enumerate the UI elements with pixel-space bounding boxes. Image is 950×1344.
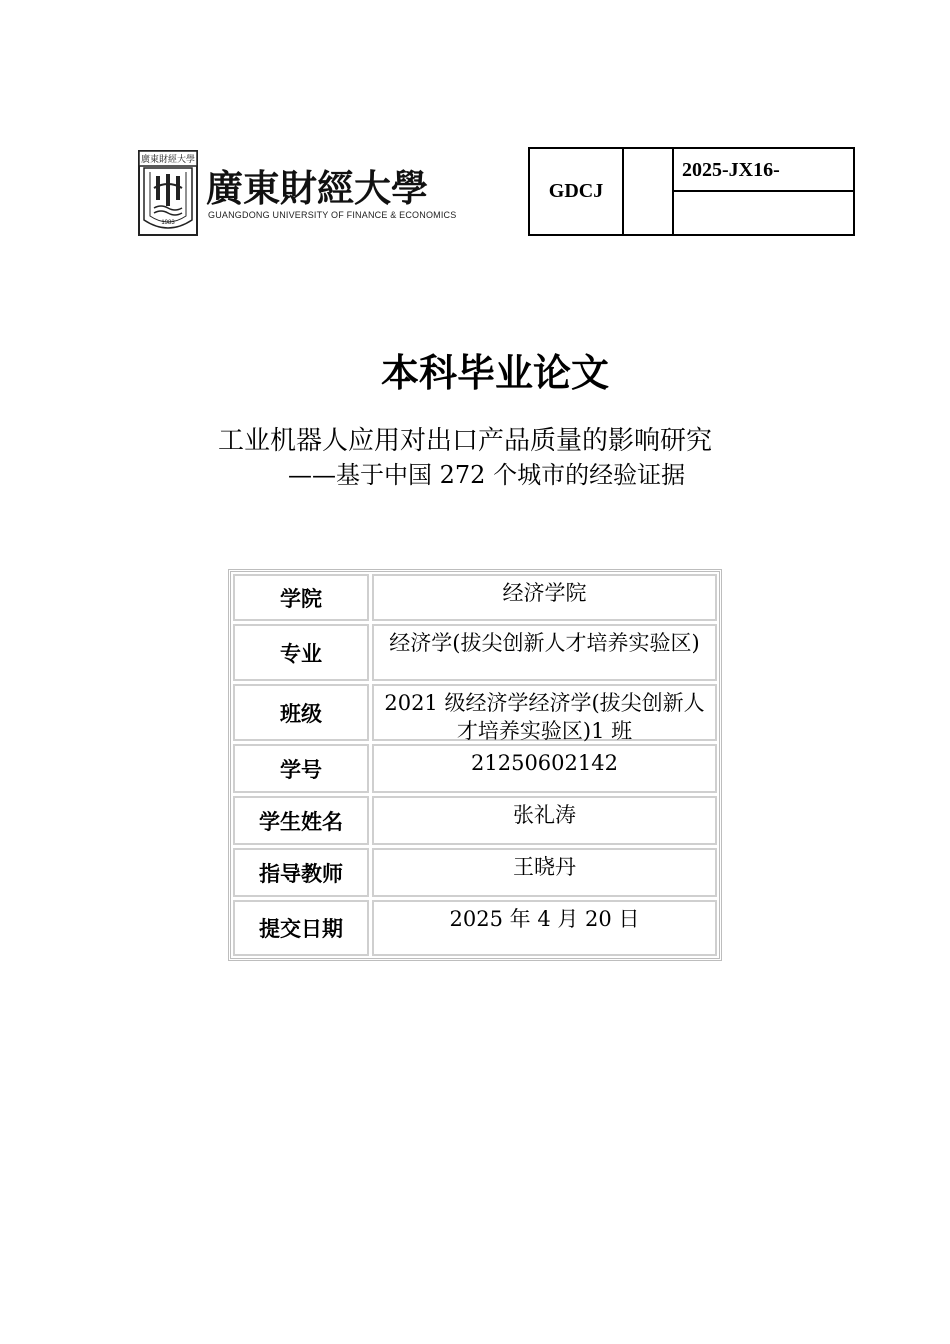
info-value: 王晓丹 <box>372 848 717 897</box>
info-row-college <box>233 574 717 621</box>
serial-number-cell: 2025-JX16- <box>674 149 853 192</box>
serial-blank-cell <box>674 192 853 234</box>
info-value: 经济学院 <box>372 574 717 621</box>
info-row-student-id <box>233 744 717 793</box>
school-code-cell: GDCJ <box>530 149 624 234</box>
thesis-code-table <box>528 147 855 236</box>
info-row-student-name <box>233 796 717 845</box>
student-info-table <box>228 569 722 961</box>
info-label: 专业 <box>233 624 369 681</box>
info-row-advisor <box>233 848 717 897</box>
blank-code-cell <box>624 149 674 234</box>
university-name-english: GUANGDONG UNIVERSITY OF FINANCE & ECONOMICS <box>208 210 457 220</box>
info-value: 2021 级经济学经济学(拔尖创新人才培养实验区)1 班 <box>372 684 717 741</box>
document-type-title: 本科毕业论文 <box>380 351 609 395</box>
info-label: 学院 <box>233 574 369 621</box>
university-seal-icon <box>138 150 198 236</box>
info-label: 学号 <box>233 744 369 793</box>
info-value: 2025 年 4 月 20 日 <box>372 900 717 956</box>
info-value: 21250602142 <box>372 744 717 793</box>
info-label: 学生姓名 <box>233 796 369 845</box>
svg-text:1983: 1983 <box>161 220 175 226</box>
info-value: 经济学(拔尖创新人才培养实验区) <box>372 624 717 681</box>
info-label: 指导教师 <box>233 848 369 897</box>
university-logo <box>138 150 457 240</box>
info-value: 张礼涛 <box>372 796 717 845</box>
thesis-title: 工业机器人应用对出口产品质量的影响研究 <box>218 426 713 456</box>
svg-text:廣東財經大學: 廣東財經大學 <box>140 155 196 165</box>
info-row-class <box>233 684 717 741</box>
thesis-subtitle: ——基于中国 272 个城市的经验证据 <box>288 461 686 489</box>
info-row-submit-date <box>233 900 717 956</box>
info-label: 提交日期 <box>233 900 369 956</box>
info-label: 班级 <box>233 684 369 741</box>
university-name-chinese: 廣東財經大學 <box>206 166 428 210</box>
info-row-major <box>233 624 717 681</box>
